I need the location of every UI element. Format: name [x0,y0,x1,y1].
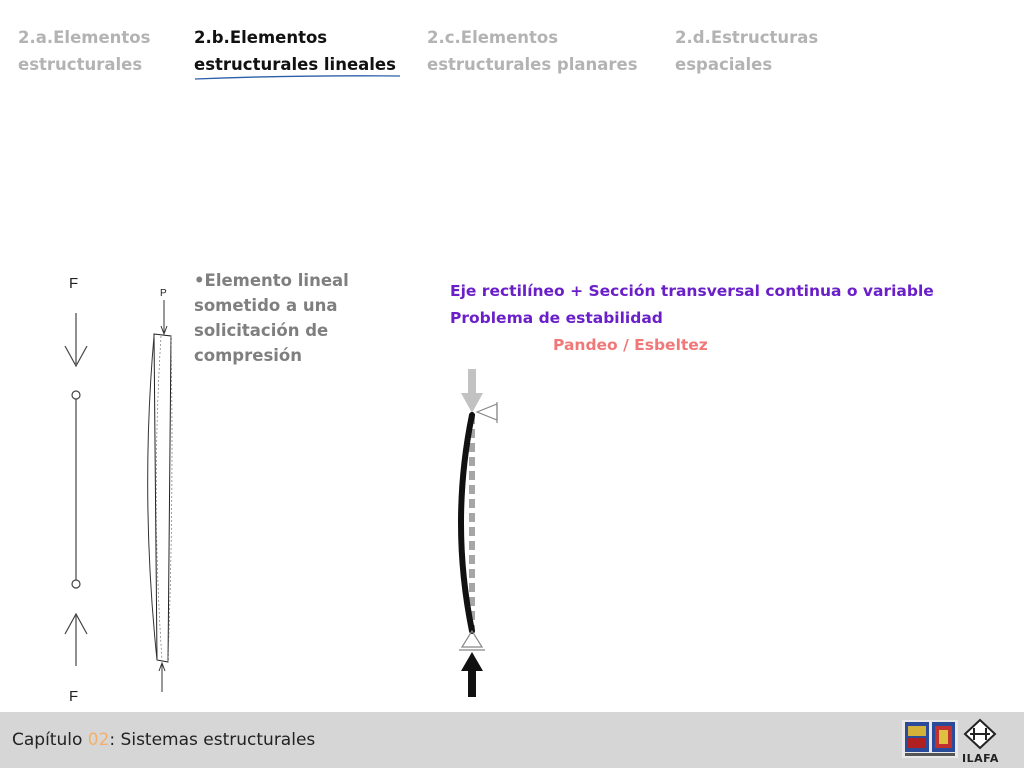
subheading-pandeo: Pandeo / Esbeltez [553,336,708,354]
ilafa-logo-label: ILAFA [962,752,999,765]
force-label-top: F [69,275,79,292]
heading-problema-estabilidad: Problema de estabilidad [450,309,663,327]
footer-bar [0,712,1024,768]
euler-buckling-diagram [445,365,535,710]
footer-chapter-title: Capítulo 02: Sistemas estructurales [12,730,316,750]
tab-elementos-lineales[interactable]: 2.b.Elementos estructurales lineales [194,28,396,74]
tab-elementos-planares[interactable]: 2.c.Elementos estructurales planares [427,28,638,74]
bullet-text-compresion: •Elemento lineal sometido a una solicitación de compresión [194,271,349,365]
force-label-bottom: F [69,688,79,705]
buckled-column-diagram [135,282,195,702]
tab-elementos-estructurales[interactable]: 2.a.Elementos estructurales [18,28,151,74]
ilafa-logo [960,718,1000,750]
active-tab-underline [194,72,404,82]
chapter-number: 02 [87,730,110,750]
university-crest-logo [902,720,958,758]
tab-estructuras-espaciales[interactable]: 2.d.Estructuras espaciales [675,28,819,74]
heading-eje-rectilineo: Eje rectilíneo + Sección transversal continua o variable [450,282,934,300]
load-label-p: P [160,288,167,299]
column-force-diagram [55,268,105,708]
